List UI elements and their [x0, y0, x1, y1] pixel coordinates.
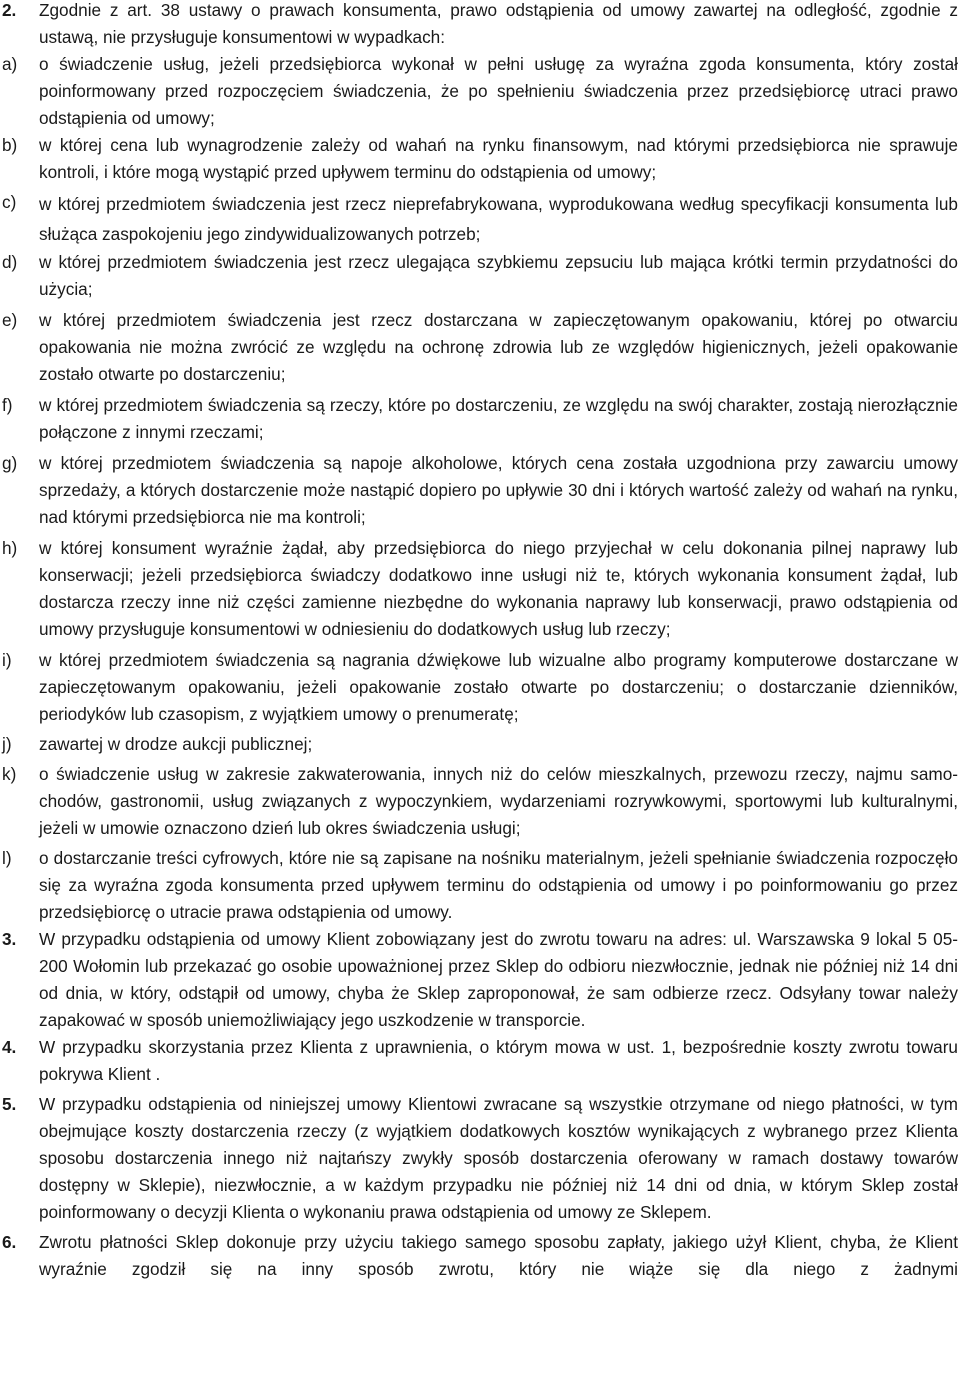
- item-marker: e): [2, 310, 18, 330]
- item-marker: g): [2, 453, 18, 473]
- section-number: 3.: [2, 929, 17, 949]
- section-number: 6.: [2, 1232, 17, 1252]
- section-4: [0, 1034, 960, 1088]
- item-text: zawartej w drodze aukcji publicznej;: [39, 734, 313, 754]
- exception-item-h: [0, 535, 960, 643]
- section-number: 2.: [2, 0, 17, 20]
- item-marker: j): [2, 734, 12, 754]
- exception-item-e: [0, 307, 960, 388]
- item-marker: k): [2, 764, 17, 784]
- exception-item-g: [0, 450, 960, 531]
- section-6: [0, 1229, 960, 1283]
- exception-item-d: [0, 249, 960, 303]
- item-marker: l): [2, 848, 12, 868]
- exception-item-j: [0, 731, 960, 758]
- item-marker: i): [2, 650, 12, 670]
- item-text: w której przedmiotem świadczenia są napoje alkoholowe, których cena została uzgodniona przy zawarciu umowy sprzedaży, a których dostarczenie może nastąpić dopiero po upływie 30 dni i których wartość zależy od wahań na rynku, nad którymi przedsiębiorca nie ma kontroli;: [39, 453, 958, 527]
- section-3: [0, 926, 960, 1034]
- item-marker: d): [2, 252, 18, 272]
- item-text: w której przedmiotem świadczenia jest rzecz ulegająca szybkiemu zepsuciu lub mająca krótki termin przydatności do użycia;: [39, 252, 958, 299]
- section-5: [0, 1091, 960, 1226]
- section-text: Zgodnie z art. 38 ustawy o prawach konsumenta, prawo odstąpienia od umowy zawartej na odległość, zgodnie z ustawą, nie przysługuje konsumentowi w wypadkach:: [39, 0, 958, 47]
- exception-item-b: [0, 132, 960, 186]
- item-text: w której cena lub wynagrodzenie zależy od wahań na rynku finansowym, nad którymi przedsiębiorca nie sprawuje kontroli, i które mogą wystąpić przed upływem terminu do odstąpienia od umowy;: [39, 135, 958, 182]
- exception-item-l: [0, 845, 960, 926]
- item-text: w której przedmiotem świadczenia jest rzecz nieprefabrykowana, wyprodukowana według specyfikacji konsumenta lub służąca zaspokojeniu jego zindywidualizowanych potrzeb;: [39, 194, 958, 244]
- exception-item-i: [0, 647, 960, 728]
- exception-item-c: [0, 189, 960, 249]
- exception-item-k: [0, 761, 960, 842]
- item-marker: c): [2, 192, 17, 212]
- exception-item-f: [0, 392, 960, 446]
- item-text: w której konsument wyraźnie żądał, aby przedsiębiorca do niego przyjechał w celu dokonania pilnej naprawy lub konserwacji; jeżeli przedsiębiorca świadczy dodatkowo inne usługi niż te, których wykonania konsument żądał, lub dostarcza rzeczy inne niż części zamienne niezbędne do wykonania naprawy lub konserwacji, prawo odstąpienia od umowy przysługuje konsumentowi w odniesieniu do dodatkowych usług lub rzeczy;: [39, 538, 958, 639]
- section-text: Zwrotu płatności Sklep dokonuje przy użyciu takiego samego sposobu zapłaty, jakiego użył Klient, chyba, że Klient wyraźnie zgodził się na inny sposób zwrotu, który nie wiąże się dla niego z żadnymi: [39, 1232, 958, 1279]
- item-text: w której przedmiotem świadczenia są nagrania dźwiękowe lub wizualne albo programy komputerowe dostarczane w zapieczętowanym opakowaniu, jeżeli opakowanie zostało otwarte po dostarczeniu; o dostarczanie dzienników, periodyków lub czasopism, z wyjątkiem umowy o prenumeratę;: [39, 650, 958, 724]
- section-text: W przypadku skorzystania przez Klienta z uprawnienia, o którym mowa w ust. 1, bezpośrednie koszty zwrotu towaru pokrywa Klient .: [39, 1037, 958, 1084]
- section-number: 4.: [2, 1037, 17, 1057]
- item-marker: f): [2, 395, 13, 415]
- item-text: o świadczenie usług w zakresie zakwaterowania, innych niż do celów mieszkalnych, przewozu rzeczy, najmu samo- chodów, gastronomii, usług związanych z wypoczynkiem, wydarzeniami rozrywkowymi, sportowymi lub kulturalnymi, jeżeli w umowie oznaczono dzień lub okres świadczenia usługi;: [39, 764, 958, 838]
- item-text: o świadczenie usług, jeżeli przedsiębiorca wykonał w pełni usługę za wyraźna zgoda konsumenta, który został poinformowany przed rozpoczęciem świadczenia, że po spełnieniu świadczenia przez przedsiębiorcę utraci prawo odstąpienia od umowy;: [39, 54, 958, 128]
- item-marker: b): [2, 135, 18, 155]
- section-number: 5.: [2, 1094, 17, 1114]
- item-marker: h): [2, 538, 18, 558]
- item-marker: a): [2, 54, 18, 74]
- exception-item-a: [0, 51, 960, 132]
- section-text: W przypadku odstąpienia od umowy Klient zobowiązany jest do zwrotu towaru na adres: ul. Warszawska 9 lokal 5 05-200 Wołomin lub przekazać go osobie upoważnionej przez Sklep do odbioru niezwłocznie, jednak nie później niż 14 dni od dnia, w który, odstąpił od umowy, chyba że Sklep zaproponował, że sam odbierze rzecz. Odsyłany towar należy zapakować w sposób uniemożliwiający jego uszkodzenie w transporcie.: [39, 929, 958, 1030]
- item-text: w której przedmiotem świadczenia są rzeczy, które po dostarczeniu, ze względu na swój charakter, zostają nierozłącznie połączone z innymi rzeczami;: [39, 395, 958, 442]
- item-text: o dostarczanie treści cyfrowych, które nie są zapisane na nośniku materialnym, jeżeli spełnianie świadczenia rozpoczęło się za wyraźna zgoda konsumenta przed upływem terminu do odstąpienia od umowy i po poinformowaniu go przez przedsiębiorcę o utracie prawa odstąpienia od umowy.: [39, 848, 958, 922]
- item-text: w której przedmiotem świadczenia jest rzecz dostarczana w zapieczętowanym opakowaniu, której po otwarciu opakowania nie można zwrócić ze względu na ochronę zdrowia lub ze względów higienicznych, jeżeli opakowanie zostało otwarte po dostarczeniu;: [39, 310, 958, 384]
- section-2: [0, 0, 960, 51]
- section-text: W przypadku odstąpienia od niniejszej umowy Klientowi zwracane są wszystkie otrzymane od niego płatności, w tym obejmujące koszty dostarczenia rzeczy (z wyjątkiem dodatkowych kosztów wynikających z wybranego przez Klienta sposobu dostarczenia innego niż najtańszy zwykły sposób dostarczenia oferowany w ramach dostawy towarów dostępny w Sklepie), niezwłocznie, a w każdym przypadku nie później niż 14 dni od dnia, w którym Sklep został poinformowany o decyzji Klienta o wykonaniu prawa odstąpienia od umowy ze Sklepem.: [39, 1094, 958, 1222]
